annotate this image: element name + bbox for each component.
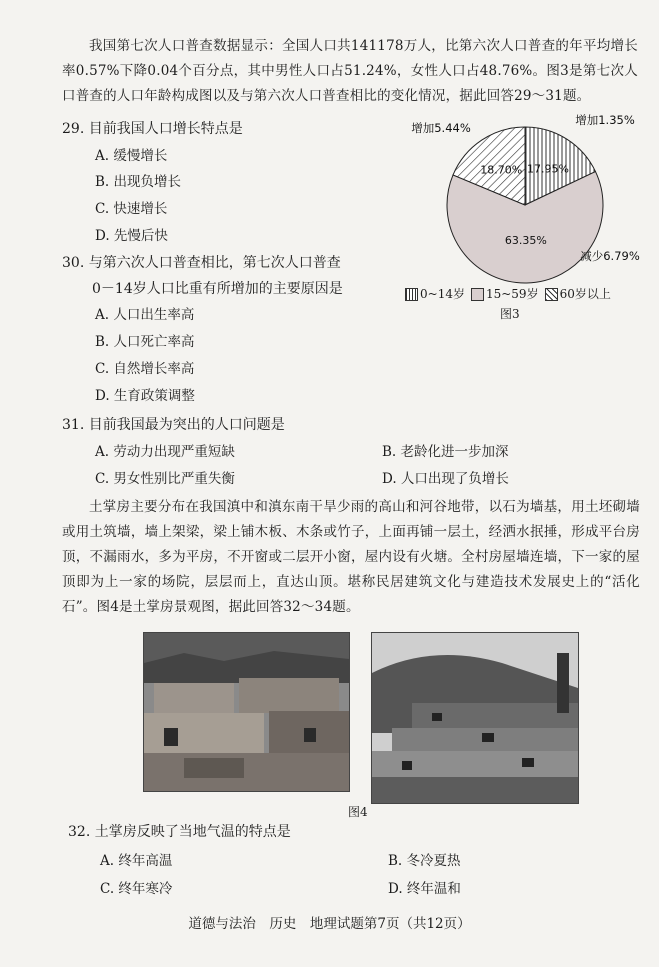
pie-value-label: 17.95%	[526, 162, 569, 176]
tuzhangfang-photo-left	[143, 632, 350, 792]
pie-legend	[405, 285, 611, 302]
pie-change-label: 增加5.44%	[411, 121, 471, 135]
q32-option-b[interactable]: B. 冬冷夏热	[388, 853, 461, 869]
q32-stem: 32. 土掌房反映了当地气温的特点是	[68, 824, 291, 840]
q29-option-c[interactable]: C. 快速增长	[95, 201, 168, 217]
q30-option-c[interactable]: C. 自然增长率高	[95, 361, 195, 377]
q32-option-a[interactable]: A. 终年高温	[100, 853, 173, 869]
q30-stem-line2: 0－14岁人口比重有所增加的主要原因是	[92, 281, 343, 297]
q32-option-d[interactable]: D. 终年温和	[388, 881, 461, 897]
pie-value-label: 18.70%	[480, 163, 523, 177]
figure4-label: 图4	[348, 805, 368, 819]
intro-paragraph: 我国第七次人口普查数据显示：全国人口共141178万人，比第六次人口普查的年平均增长率0.57%下降0.04个百分点，其中男性人口占51.24%，女性人口占48.76%。图3是第七次人口普查的人口年龄构成图以及与第六次人口普查相比的变化情况，据此回答29～31题。	[62, 38, 638, 104]
pie-value-label: 63.35%	[504, 234, 547, 248]
q30-stem-line1: 30. 与第六次人口普查相比，第七次人口普查	[62, 255, 341, 271]
q32-option-c[interactable]: C. 终年寒冷	[100, 881, 173, 897]
q29-stem: 29. 目前我国人口增长特点是	[62, 121, 243, 137]
pie-svg	[405, 110, 645, 285]
q31-option-d[interactable]: D. 人口出现了负增长	[382, 471, 509, 487]
q31-option-c[interactable]: C. 男女性别比严重失衡	[95, 471, 235, 487]
q31-option-a[interactable]: A. 劳动力出现严重短缺	[95, 444, 235, 460]
tuzhangfang-photo-right	[371, 632, 579, 804]
legend-item-15-59: 15~59岁	[471, 285, 539, 302]
q30-option-a[interactable]: A. 人口出生率高	[95, 307, 195, 323]
q30-option-d[interactable]: D. 生育政策调整	[95, 388, 195, 404]
q31-stem: 31. 目前我国最为突出的人口问题是	[62, 417, 285, 433]
legend-item-60-plus: 60岁以上	[545, 285, 611, 302]
q29-option-a[interactable]: A. 缓慢增长	[95, 148, 168, 164]
q31-option-b[interactable]: B. 老龄化进一步加深	[382, 444, 509, 460]
page-footer: 道德与法治 历史 地理试题第7页（共12页）	[188, 916, 471, 932]
pie-change-label: 减少6.79%	[580, 249, 640, 263]
pie-change-label: 增加1.35%	[575, 113, 635, 127]
q29-option-b[interactable]: B. 出现负增长	[95, 174, 182, 190]
q29-option-d[interactable]: D. 先慢后快	[95, 228, 168, 244]
figure3-label: 图3	[500, 307, 520, 321]
tuzhangfang-passage: 土掌房主要分布在我国滇中和滇东南干旱少雨的高山和河谷地带，以石为墙基，用土坯砌墙或用土筑墙，墙上架梁，梁上铺木板、木条或竹子，上面再铺一层土，经洒水抿捶，形成平台房顶，不漏雨水，多为平房，不开窗或二层开小窗，屋内设有火塘。全村房屋墙连墙，下一家的屋顶即为上一家的场院，层层而上，直达山顶。堪称民居建筑文化与建造技术发展史上的“活化石”。图4是土掌房景观图，据此回答32～34题。	[62, 499, 640, 615]
q30-option-b[interactable]: B. 人口死亡率高	[95, 334, 195, 350]
legend-item-0-14: 0~14岁	[405, 285, 465, 302]
